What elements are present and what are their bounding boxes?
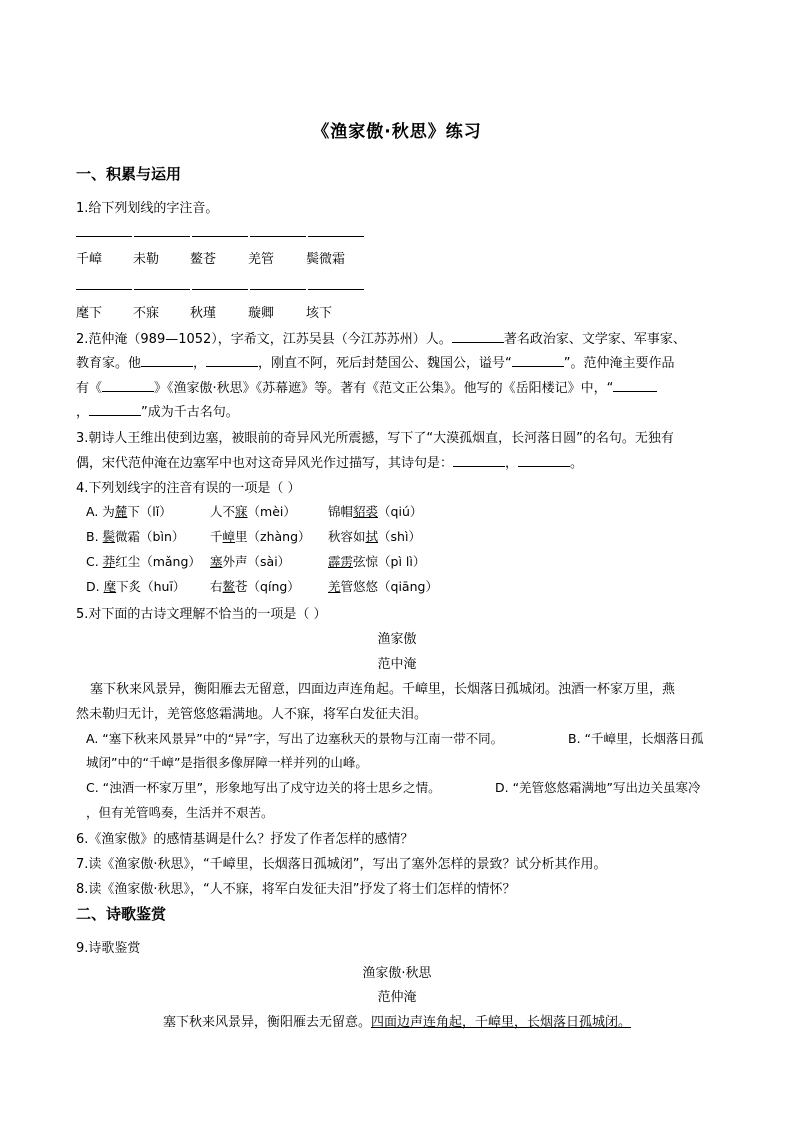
underlined-char: 鳌: [222, 579, 236, 594]
question-7: 7.读《渔家傲·秋思》，“千嶂里，长烟落日孤城闭”，写出了塞外怎样的景致？试分析其作用。: [76, 857, 607, 872]
option-text: 下（lǐ）: [127, 504, 172, 519]
answer-blank[interactable]: [134, 289, 190, 291]
word-item: 羌管: [248, 252, 275, 267]
option-text: D.: [86, 579, 104, 594]
q2-text: 有《: [76, 381, 103, 396]
option-text: 管悠悠（qiāng）: [340, 579, 438, 594]
poem-line-underlined: 四面边声连角起，千嶂里，长烟落日孤城闭。: [371, 1015, 632, 1030]
option-text: 锦帽: [328, 504, 354, 519]
question-2-line-4: [76, 401, 726, 420]
question-8: 8.读《渔家傲·秋思》，“人不寐，将军白发征夫泪”抒发了将士们怎样的情怀？: [76, 882, 516, 897]
poem-text-2: [0, 1011, 794, 1030]
option-text: 微霜（bìn）: [115, 529, 185, 544]
answer-blank[interactable]: [308, 289, 364, 291]
word-item: 不寐: [133, 306, 160, 321]
word-item: 秋瑾: [190, 306, 217, 321]
q2-text: 著名政治家、文学家、军事家、: [503, 332, 686, 347]
question-1: 1.给下列划线的字注音。: [76, 201, 219, 216]
answer-blank[interactable]: [134, 236, 190, 238]
answer-blank[interactable]: [518, 453, 570, 467]
poem-author: 范中淹: [377, 657, 417, 672]
option-text: 下炙（huī）: [116, 579, 186, 594]
q2-text: ”。范仲淹主要作品: [563, 356, 675, 371]
underlined-char: 貂裘: [353, 504, 379, 519]
word-item: 璇卿: [248, 306, 275, 321]
question-4: 4.下列划线字的注音有误的一项是（ ）: [76, 481, 301, 496]
option-b-line-2: 城闭”中的“千嶂”是指很多像屏障一样并列的山峰。: [86, 755, 368, 770]
underlined-char: 鬓: [102, 529, 116, 544]
underlined-char: 嶂: [222, 529, 236, 544]
answer-blank[interactable]: [308, 236, 364, 238]
option-d-line-2: ，但有羌管鸣奏，生活并不艰苦。: [86, 805, 274, 820]
section-heading-1: 一、积累与运用: [76, 165, 182, 183]
answer-blank[interactable]: [76, 236, 132, 238]
option-d-item-2: [210, 577, 300, 595]
poem-line-plain: 塞下秋来风景异，衡阳雁去无留意。: [162, 1015, 371, 1030]
poem-title: 渔家傲: [377, 632, 417, 647]
question-2-line-1: [76, 328, 726, 347]
q2-text: ，: [193, 356, 207, 371]
underlined-char: 拭: [365, 529, 379, 544]
answer-blank[interactable]: [452, 329, 504, 343]
underlined-char: 莽: [102, 554, 116, 569]
q2-text: 2.范仲淹（989—1052），字希文，江苏吴县（今江苏苏州）人。: [76, 332, 452, 347]
answer-blank[interactable]: [76, 289, 132, 291]
poem-author-2: 范仲淹: [377, 990, 417, 1005]
answer-blank[interactable]: [613, 378, 657, 392]
option-d-item-1[interactable]: [86, 577, 185, 595]
option-a-item-2: [210, 502, 296, 520]
option-d-line-1[interactable]: D. “羌管悠悠霜满地”写出边关虽寒冷: [495, 780, 701, 795]
option-d-item-3: [328, 577, 438, 595]
option-a-item-1[interactable]: [86, 502, 172, 520]
option-b-item-1[interactable]: [86, 527, 184, 545]
question-9: 9.诗歌鉴赏: [76, 941, 141, 956]
word-item: 千嶂: [76, 252, 103, 267]
underlined-char: 羌: [328, 579, 341, 594]
answer-blank[interactable]: [250, 289, 306, 291]
answer-blank[interactable]: [512, 353, 564, 367]
option-text: （shì）: [378, 529, 421, 544]
word-item: 麾下: [76, 306, 103, 321]
answer-blank[interactable]: [89, 402, 141, 416]
word-item: 垓下: [306, 306, 333, 321]
answer-blank[interactable]: [102, 378, 154, 392]
q2-text: ”成为千古名句。: [141, 405, 239, 420]
poem-text-line-2: 然未勒归无计，羌管悠悠霜满地。人不寐，将军白发征夫泪。: [76, 707, 428, 722]
option-text: 红尘（mǎng）: [115, 554, 201, 569]
question-2-line-3: [76, 377, 726, 396]
option-text: （qiú）: [378, 504, 423, 519]
poem-text-line-1: 塞下秋来风景异，衡阳雁去无留意，四面边声连角起。千嶂里，长烟落日孤城闭。浊酒一杯家万里，燕: [90, 682, 676, 697]
option-text: 右: [210, 579, 223, 594]
option-text: 苍（qíng）: [235, 579, 300, 594]
poem-title-2: 渔家傲·秋思: [362, 966, 432, 981]
option-text: 千: [210, 529, 223, 544]
underlined-char: 霹雳: [328, 554, 354, 569]
underlined-char: 塞: [210, 554, 223, 569]
q3-text: ，: [505, 456, 519, 471]
option-c-item-3: [328, 552, 425, 570]
answer-blank[interactable]: [192, 236, 248, 238]
question-3-line-2: [76, 452, 726, 471]
option-c-item-2: [210, 552, 290, 570]
section-heading-2: 二、诗歌鉴赏: [76, 905, 167, 923]
q2-text: ，刚直不阿，死后封楚国公、魏国公，谥号“: [258, 356, 512, 371]
question-3-line-1: 3.朝诗人王维出使到边塞，被眼前的奇异风光所震撼，写下了“大漠孤烟直，长河落日圆”的名句。无独有: [76, 431, 674, 446]
q2-text: 》《渔家傲·秋思》《苏幕遮》等。著有《范文正公集》。他写的《岳阳楼记》中，“: [154, 381, 614, 396]
underlined-char: 麓: [114, 504, 128, 519]
option-text: （mèi）: [247, 504, 296, 519]
option-text: A. 为: [86, 504, 115, 519]
option-text: C.: [86, 554, 103, 569]
word-item: 鬓微霜: [306, 252, 346, 267]
q3-text: 。: [570, 456, 584, 471]
option-text: 外声（sài）: [222, 554, 291, 569]
answer-blank[interactable]: [250, 236, 306, 238]
option-text: 弦惊（pì lì）: [353, 554, 426, 569]
word-item: 未勒: [133, 252, 160, 267]
option-b-item-2: [210, 527, 311, 545]
answer-blank[interactable]: [141, 353, 193, 367]
option-a[interactable]: A. “塞下秋来风景异”中的“异”字，写出了边塞秋天的景物与江南一带不同。: [86, 731, 504, 746]
answer-blank[interactable]: [192, 289, 248, 291]
page-title: 《渔家傲·秋思》练习: [312, 122, 482, 142]
option-text: 秋容如: [328, 529, 366, 544]
word-item: 鳌苍: [190, 252, 217, 267]
option-b-line-1[interactable]: B. “千嶂里，长烟落日孤: [568, 731, 704, 746]
underlined-char: 寐: [235, 504, 248, 519]
option-text: 人不: [210, 504, 236, 519]
answer-blank[interactable]: [206, 353, 258, 367]
option-text: 里（zhàng）: [235, 529, 311, 544]
q3-text: 偶，宋代范仲淹在边塞军中也对这奇异风光作过描写，其诗句是：: [76, 456, 454, 471]
option-a-item-3: [328, 502, 422, 520]
question-5: 5.对下面的古诗文理解不恰当的一项是（ ）: [76, 607, 327, 622]
q2-text: 教育家。他: [76, 356, 142, 371]
underlined-char: 麾: [103, 579, 117, 594]
option-c-item-1[interactable]: [86, 552, 201, 570]
question-2-line-2: [76, 352, 726, 371]
answer-blank[interactable]: [453, 453, 505, 467]
q2-text: ，: [76, 405, 90, 420]
option-text: B.: [86, 529, 103, 544]
question-6: 6.《渔家傲》的感情基调是什么？抒发了作者怎样的感情？: [76, 832, 414, 847]
option-c[interactable]: C. “浊酒一杯家万里”，形象地写出了戍守边关的将士思乡之情。: [86, 780, 441, 795]
option-b-item-3: [328, 527, 421, 545]
